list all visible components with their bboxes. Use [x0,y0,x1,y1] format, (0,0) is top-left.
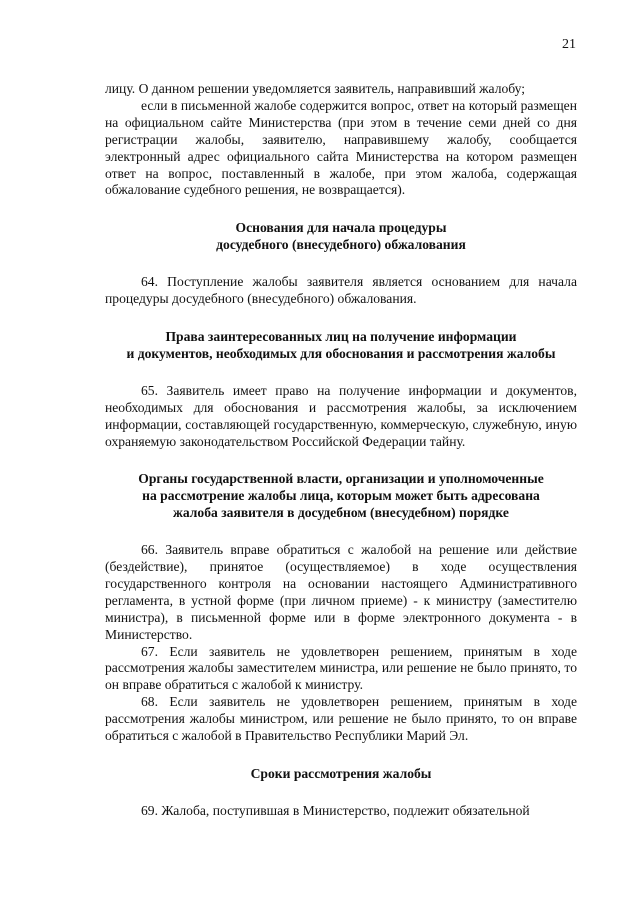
paragraph-66: 66. Заявитель вправе обратиться с жалобой на решение или действие (бездействие), принятое (осуществляемое) в ходе осуществления государственного контроля на основании настоящего Административного регламента, в устной форме (при личном приеме) - к министру (заместителю министра), в письменной форме или в форме электронного документа - в Министерство. [105,542,577,642]
section-heading-authorities [105,471,577,522]
heading-line: Сроки рассмотрения жалобы [250,766,432,781]
page-number: 21 [562,37,576,52]
section-heading-rights [105,329,577,363]
section-heading-grounds [105,220,577,254]
heading-line: Органы государственной власти, организации и уполномоченные [138,471,544,487]
paragraph-65: 65. Заявитель имеет право на получение информации и документов, необходимых для обоснования и рассмотрения жалобы, за исключением информации, составляющей государственную, коммерческую, служебную, иную охраняемую законодательством Российской Федерации тайну. [105,382,577,449]
paragraph-67: 67. Если заявитель не удовлетворен решением, принятым в ходе рассмотрения жалобы заместителем министра, или решение не было принято, то он вправе обратиться с жалобой к министру. [105,643,577,693]
heading-line: Основания для начала процедуры [235,220,447,236]
paragraph-continuation: лицу. О данном решении уведомляется заявитель, направивший жалобу; [105,81,526,96]
paragraph-64: 64. Поступление жалобы заявителя является основанием для начала процедуры досудебного (внесудебного) обжалования. [105,274,577,307]
paragraph-68: 68. Если заявитель не удовлетворен решением, принятым в ходе рассмотрения жалобы министром, или решение не было принято, то он вправе обратиться с жалобой в Правительство Республики Марий Эл. [105,694,577,744]
paragraph-website-answer: если в письменной жалобе содержится вопрос, ответ на который размещен на официальном сайте Министерства (при этом в течение семи дней со дня регистрации жалобы, заявителю, направившему жалобу, сообщается электронный адрес официального сайта Министерства на котором размещен ответ на вопрос, поставленный в жалобе, при этом жалоба, содержащая обжалование судебного решения, не возвращается). [105,97,577,198]
section-heading-terms [105,766,577,783]
heading-line: на рассмотрение жалобы лица, которым может быть адресована [142,488,540,504]
heading-line: жалоба заявителя в досудебном (внесудебном) порядке [173,505,509,521]
heading-line: досудебного (внесудебного) обжалования [216,237,466,253]
heading-line: Права заинтересованных лиц на получение информации [165,328,517,344]
heading-line: и документов, необходимых для обоснования и рассмотрения жалобы [126,345,556,361]
paragraph-69: 69. Жалоба, поступившая в Министерство, подлежит обязательной [141,802,530,818]
page-content [105,81,577,820]
